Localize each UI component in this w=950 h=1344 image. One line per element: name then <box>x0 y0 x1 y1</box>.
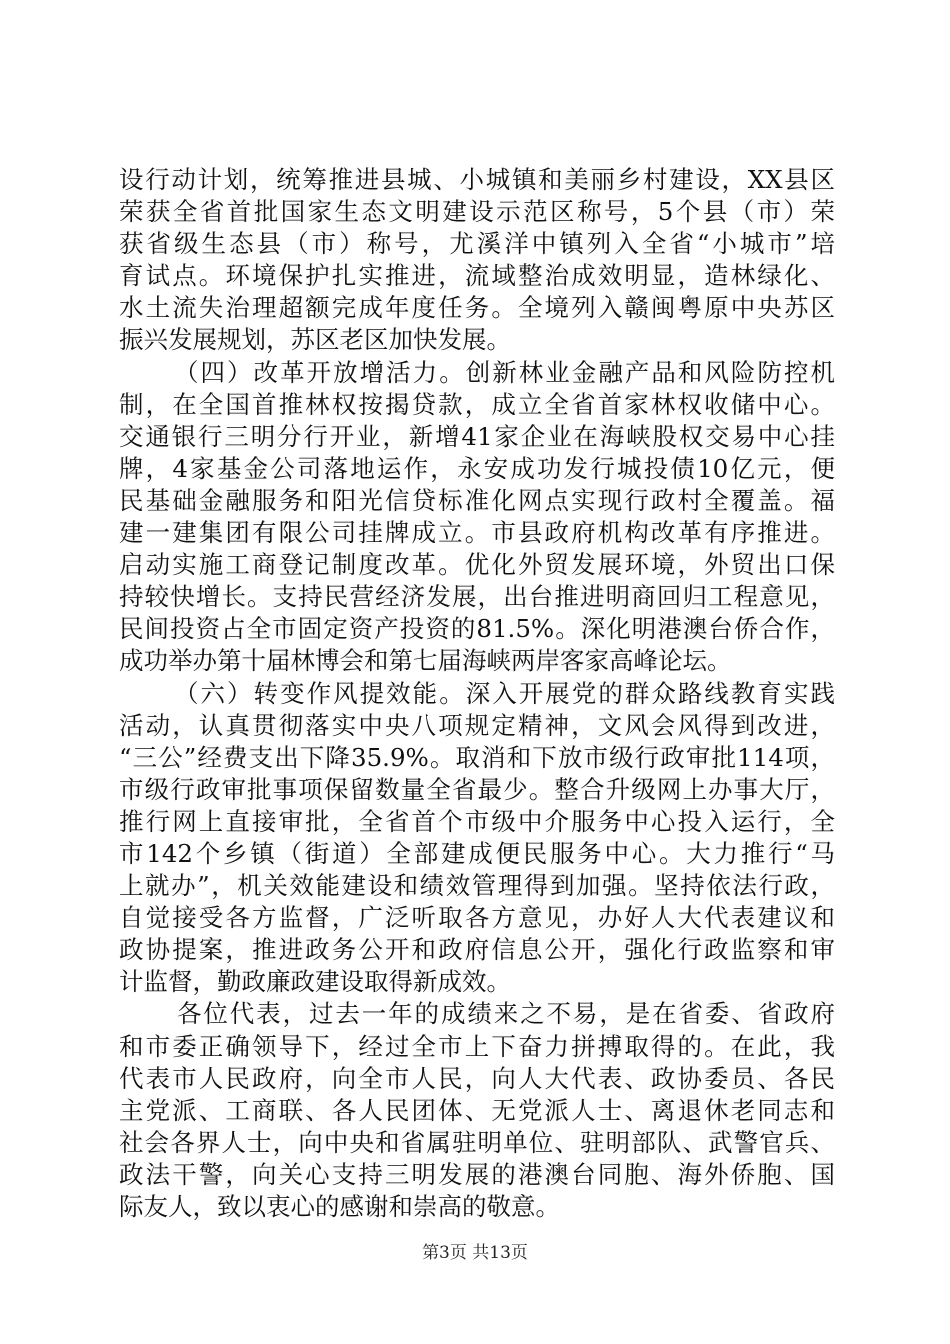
text-line: 政协提案，推进政务公开和政府信息公开，强化行政监察和审 <box>119 935 835 965</box>
text-line: 设行动计划，统筹推进县城、小城镇和美丽乡村建设，XX县区 <box>119 165 835 194</box>
text-line: 政法干警，向关心支持三明发展的港澳台同胞、海外侨胞、国 <box>119 1159 835 1189</box>
text-line: 获省级生态县（市）称号，尤溪洋中镇列入全省“小城市”培 <box>119 229 835 259</box>
text-line: 水土流失治理超额完成年度任务。全境列入赣闽粤原中央苏区 <box>119 293 835 323</box>
text-line: “三公”经费支出下降35.9%。取消和下放市级行政审批114项， <box>119 742 835 772</box>
text-line: 成功举办第十届林博会和第七届海峡两岸客家高峰论坛。 <box>119 646 732 676</box>
text-line: 和市委正确领导下，经过全市上下奋力拼搏取得的。在此，我 <box>119 1031 835 1061</box>
section-heading-line: （六）转变作风提效能。深入开展党的群众路线教育实践 <box>174 678 835 708</box>
text-line: 交通银行三明分行开业，新增41家企业在海峡股权交易中心挂 <box>119 421 835 451</box>
document-body <box>119 164 835 1223</box>
text-line: 民基础金融服务和阳光信贷标准化网点实现行政村全覆盖。福 <box>119 485 835 515</box>
text-line: 计监督，勤政廉政建设取得新成效。 <box>119 967 511 997</box>
text-line: 社会各界人士，向中央和省属驻明单位、驻明部队、武警官兵、 <box>119 1127 835 1157</box>
text-line: 启动实施工商登记制度改革。优化外贸发展环境，外贸出口保 <box>119 550 835 580</box>
paragraph-start-line: 各位代表，过去一年的成绩来之不易，是在省委、省政府 <box>177 999 835 1029</box>
text-line: 上就办”，机关效能建设和绩效管理得到加强。坚持依法行政， <box>119 871 835 901</box>
section-heading-line: （四）改革开放增活力。创新林业金融产品和风险防控机 <box>174 357 835 387</box>
text-line: 自觉接受各方监督，广泛听取各方意见，办好人大代表建议和 <box>119 903 835 933</box>
text-line: 活动，认真贯彻落实中央八项规定精神，文风会风得到改进， <box>119 710 835 740</box>
text-line: 代表市人民政府，向全市人民，向人大代表、政协委员、各民 <box>119 1063 835 1093</box>
text-line: 牌，4家基金公司落地运作，永安成功发行城投债10亿元，便 <box>119 453 835 483</box>
text-line: 市级行政审批事项保留数量全省最少。整合升级网上办事大厅， <box>119 774 835 804</box>
text-line: 主党派、工商联、各人民团体、无党派人士、离退休老同志和 <box>119 1095 835 1125</box>
text-line: 荣获全省首批国家生态文明建设示范区称号，5个县（市）荣 <box>119 197 835 227</box>
text-line: 际友人，致以衷心的感谢和崇高的敬意。 <box>119 1192 560 1221</box>
page-number-footer: 第3页 共13页 <box>422 1243 528 1263</box>
text-line: 市142个乡镇（街道）全部建成便民服务中心。大力推行“马 <box>119 838 835 868</box>
text-line: 民间投资占全市固定资产投资的81.5%。深化明港澳台侨合作， <box>119 614 835 644</box>
text-line: 持较快增长。支持民营经济发展，出台推进明商回归工程意见， <box>119 582 835 612</box>
text-line: 制，在全国首推林权按揭贷款，成立全省首家林权收储中心。 <box>119 389 835 419</box>
text-line: 推行网上直接审批，全省首个市级中介服务中心投入运行，全 <box>119 806 835 836</box>
text-line: 建一建集团有限公司挂牌成立。市县政府机构改革有序推进。 <box>119 518 835 548</box>
text-line: 振兴发展规划，苏区老区加快发展。 <box>119 325 511 355</box>
text-line: 育试点。环境保护扎实推进，流域整治成效明显，造林绿化、 <box>119 261 835 291</box>
